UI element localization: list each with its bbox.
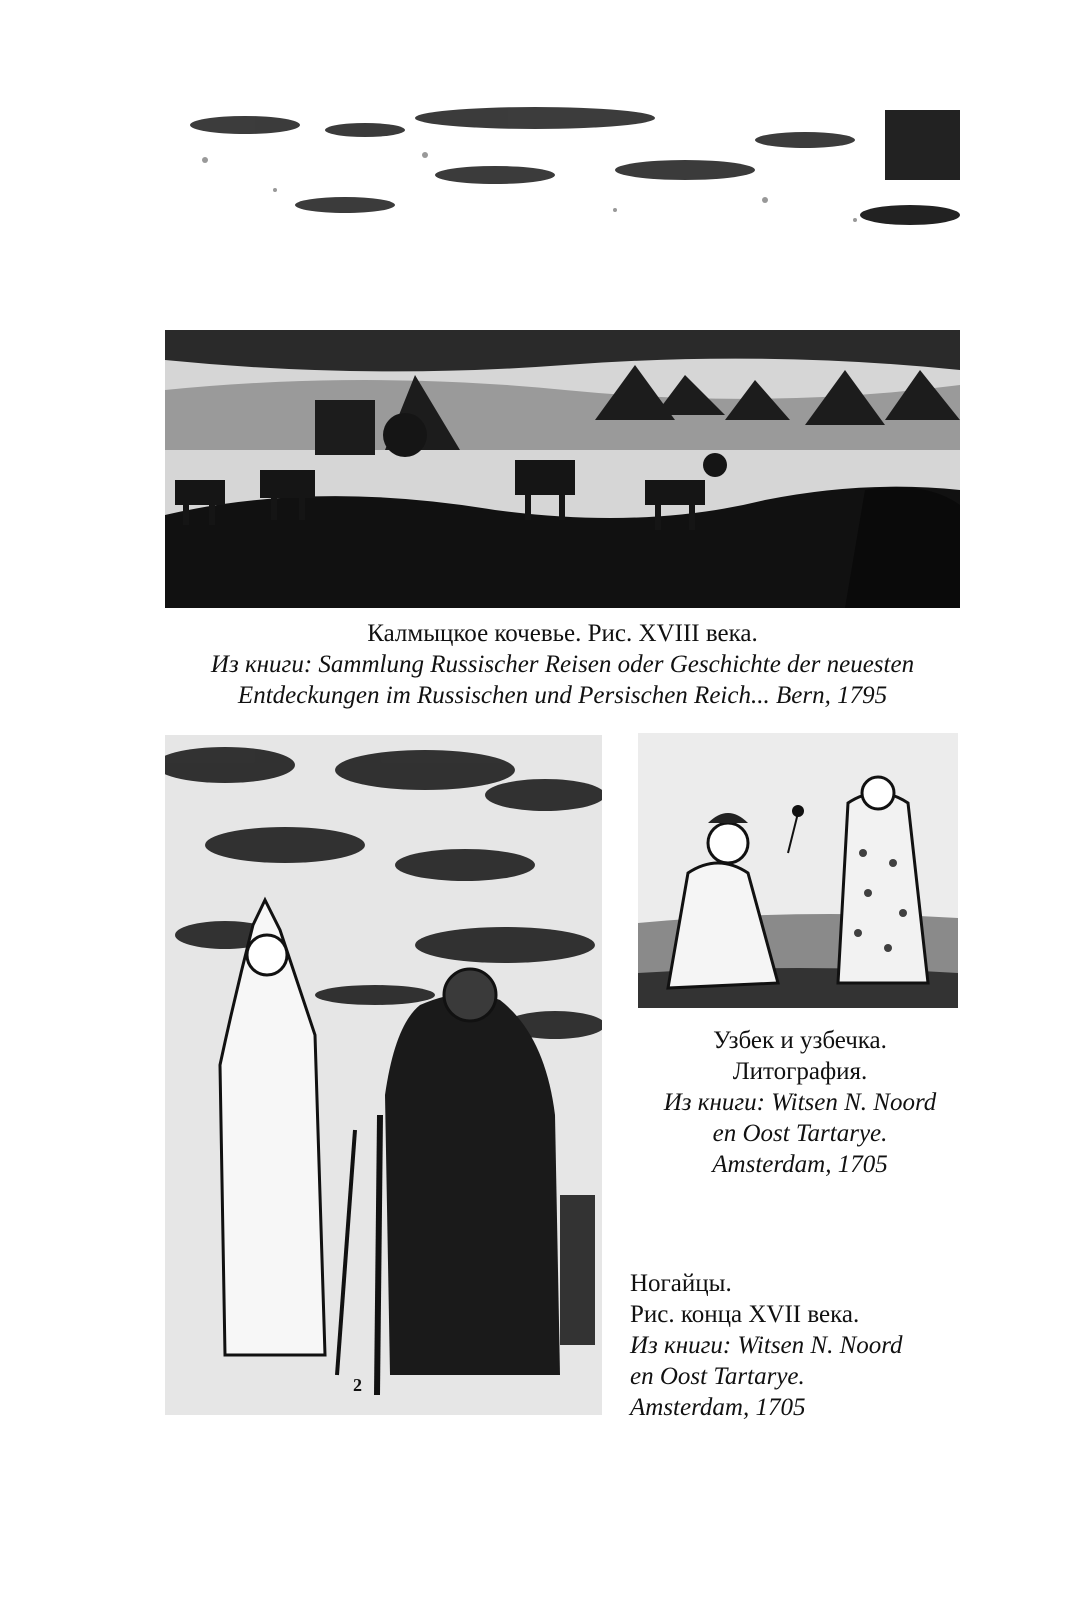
plate-number: 2 <box>353 1375 362 1395</box>
uzbek-caption <box>640 1025 960 1180</box>
camp-caption-title: Калмыцкое кочевье. Рис. XVIII века. <box>367 620 758 647</box>
uzbek-caption-source-cont: en Oost Tartarye. <box>712 1120 888 1147</box>
uzbek-engraving <box>638 733 958 1008</box>
nogai-caption-date: Рис. конца XVII века. <box>630 1301 860 1328</box>
uzbek-caption-technique: Литография. <box>732 1058 868 1085</box>
camp-caption <box>165 618 960 711</box>
nogai-caption-title: Ногайцы. <box>630 1270 732 1297</box>
nogai-caption-source: Из книги: Witsen N. Noord <box>630 1332 903 1359</box>
uzbek-caption-title: Узбек и узбечка. <box>713 1027 887 1054</box>
nogai-caption <box>630 1268 950 1423</box>
camp-caption-source: Из книги: Sammlung Russischer Reisen oder Geschichte der neuesten <box>210 651 915 678</box>
kalmyk-camp-engraving <box>165 330 960 608</box>
nogai-caption-place-year: Amsterdam, 1705 <box>630 1394 806 1421</box>
nogai-engraving <box>165 735 602 1415</box>
nogai-caption-source-cont: en Oost Tartarye. <box>630 1363 805 1390</box>
top-sky-engraving-fragment <box>165 100 960 240</box>
camp-caption-source-cont: Entdeckungen im Russischen und Persischen Reich... Bern, 1795 <box>237 682 888 709</box>
uzbek-caption-source: Из книги: Witsen N. Noord <box>663 1089 937 1116</box>
uzbek-caption-place-year: Amsterdam, 1705 <box>712 1151 888 1178</box>
